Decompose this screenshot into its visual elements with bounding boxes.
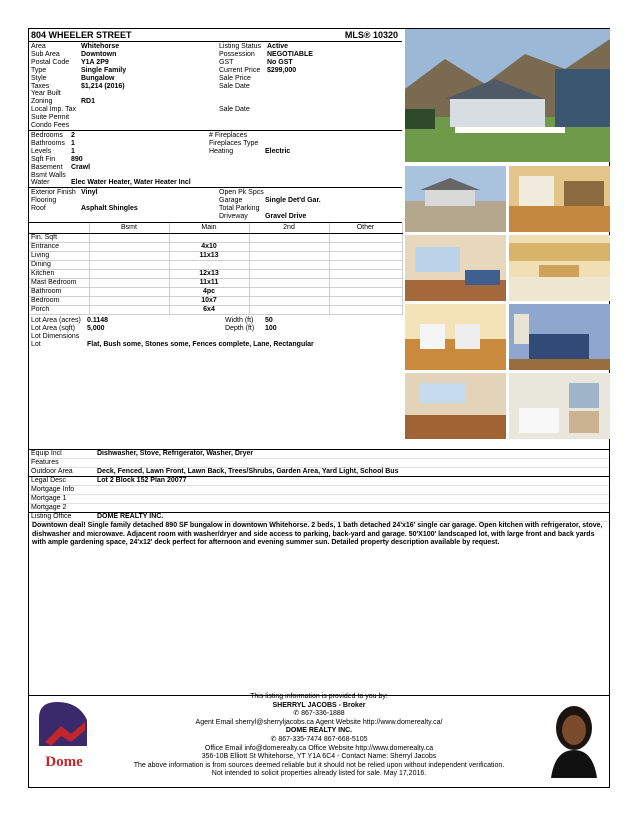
room-dimension: [329, 297, 402, 306]
field-value: 100: [265, 325, 277, 332]
field-label: Mortgage Info: [31, 486, 75, 493]
bedroom-photo-2[interactable]: [405, 373, 506, 439]
room-dimension: 12x13: [169, 270, 249, 279]
room-info-row-right: [29, 132, 402, 140]
room-info-row-right: [29, 140, 402, 148]
exterior-info: [29, 188, 402, 223]
room-dimension: [89, 279, 169, 288]
room-dimension: [249, 306, 329, 315]
lot-description-row: [29, 341, 402, 349]
field-value: Single Det'd Gar.: [265, 196, 321, 204]
column-header: Other: [329, 223, 402, 234]
agent-footer: [28, 692, 610, 788]
additional-info-row: [29, 450, 609, 459]
additional-info-row: [29, 513, 609, 522]
exterior-row-right: [29, 189, 402, 197]
field-label: Equip Incl: [31, 450, 62, 457]
table-header-row: [29, 223, 402, 234]
room-dimension: 6x4: [169, 306, 249, 315]
field-value: Active: [267, 43, 289, 50]
room-dimension: [329, 243, 402, 252]
phone-icon: ✆: [293, 710, 300, 718]
room-dimension: [329, 270, 402, 279]
field-value: RD1: [81, 98, 96, 106]
exterior-row-right: [29, 213, 402, 221]
field-label: Features: [31, 459, 59, 466]
exterior-row-right: [29, 205, 402, 213]
field-label: Local Imp. Tax: [31, 106, 77, 114]
room-dimension: [249, 279, 329, 288]
field-label: Sale Date: [219, 82, 250, 90]
table-row: [29, 261, 402, 270]
info-row-right: [29, 90, 402, 98]
field-value: Whitehorse: [81, 43, 120, 50]
room-dimensions-table: [29, 223, 403, 315]
logo-text: Dome: [45, 754, 83, 770]
room-dimension: [169, 234, 249, 243]
info-row-left: [29, 114, 402, 122]
room-dimension: [329, 252, 402, 261]
field-value: $299,000: [267, 66, 297, 74]
laundry-room-photo[interactable]: [405, 304, 506, 370]
field-value: Asphalt Shingles: [81, 204, 138, 212]
room-dimension: [249, 288, 329, 297]
room-dimension: [249, 234, 329, 243]
field-value: 50: [265, 317, 273, 324]
additional-info-row: [29, 477, 609, 486]
field-value: NEGOTIABLE: [267, 50, 313, 58]
room-dimension: [89, 306, 169, 315]
office-email-website[interactable]: Office Email info@domerealty.ca Office Website http://www.domerealty.ca: [204, 744, 434, 752]
room-name: Fin. Sqft: [29, 234, 89, 243]
office-name: DOME REALTY INC.: [285, 727, 353, 735]
field-value: Electric: [265, 147, 291, 155]
room-name: Entrance: [29, 243, 89, 252]
bedroom-photo-1[interactable]: [509, 304, 610, 370]
table-row: [29, 234, 402, 243]
listing-details: [29, 29, 402, 347]
column-header: [29, 223, 89, 234]
field-value: DOME REALTY INC.: [97, 513, 164, 520]
agent-name: SHERRYL JACOBS - Broker: [272, 701, 366, 709]
room-dimension: 4pc: [169, 288, 249, 297]
field-value: 1: [71, 139, 75, 147]
field-label: Total Parking: [219, 204, 260, 212]
room-dimension: 11x13: [169, 252, 249, 261]
field-label: Garage: [219, 196, 243, 204]
mls-number: MLS® 10320: [344, 30, 398, 40]
dome-logo: [35, 698, 93, 772]
room-dimension: [89, 288, 169, 297]
room-name: Dining: [29, 261, 89, 270]
lot-dimensions-row: [29, 333, 402, 341]
room-info: [29, 131, 402, 188]
field-value: Elec Water Heater, Water Heater Incl: [71, 179, 191, 187]
room-dimension: [89, 243, 169, 252]
room-info-row-left: [29, 164, 402, 172]
agent-email-website[interactable]: Agent Email sherryl@sherryljacobs.ca Agent Website http://www.domerealty.ca/: [195, 718, 443, 726]
phone-icon: ✆: [270, 735, 277, 743]
additional-info-row: [29, 459, 609, 468]
room-dimension: [249, 243, 329, 252]
lot-info: [29, 315, 402, 347]
room-dimension: [329, 288, 402, 297]
info-row-right: [29, 59, 402, 67]
field-label: Fireplaces Type: [209, 139, 259, 147]
agent-phone: [29, 710, 609, 719]
field-label: Listing Status: [219, 43, 262, 50]
room-name: Porch: [29, 306, 89, 315]
footer-line-1: This listing information is provided to you by:: [250, 693, 388, 700]
info-row-left: [29, 122, 402, 130]
room-dimension: 10x7: [169, 297, 249, 306]
field-label: Outdoor Area: [31, 468, 73, 475]
lot-depth-row: [29, 325, 402, 333]
additional-info-row: [29, 495, 609, 504]
field-value: Single Family: [81, 66, 127, 74]
field-label: Width (ft): [225, 317, 254, 324]
disclaimer-2: Not intended to solicit properties already listed for sale. May 17,2016.: [211, 770, 427, 778]
table-row: [29, 288, 402, 297]
field-value: Y1A 2P9: [81, 58, 109, 66]
field-label: Open Pk Spcs: [219, 189, 264, 196]
field-label: Sale Price: [219, 74, 251, 82]
agent-phone-number[interactable]: 867-336-1888: [301, 710, 345, 718]
room-dimension: [249, 297, 329, 306]
field-label: Legal Desc: [31, 477, 67, 484]
info-row-right: [29, 67, 402, 75]
living-room-photo[interactable]: [405, 235, 506, 301]
room-dimension: [249, 261, 329, 270]
bathroom-photo[interactable]: [509, 373, 610, 439]
listing-sheet: [28, 28, 610, 696]
field-value: Bungalow: [81, 74, 115, 82]
field-label: Zoning: [31, 98, 53, 106]
kitchen-photo-2[interactable]: [509, 235, 610, 301]
garage-photo[interactable]: [405, 166, 506, 232]
room-name: Bedroom: [29, 297, 89, 306]
field-label: Postal Code: [31, 58, 70, 66]
room-dimension: [329, 234, 402, 243]
field-value: Gravel Drive: [265, 212, 307, 220]
room-info-row-left: [29, 156, 402, 164]
field-value: Vinyl: [81, 189, 98, 196]
field-label: Year Built: [31, 90, 61, 98]
room-dimension: [329, 306, 402, 315]
field-label: Suite Permit: [31, 114, 70, 122]
public-remarks: Downtown deal! Single family detached 890 SF bungalow in downtown Whitehorse. 2 beds, 1 bath detached 24'x16' single car garage. Open kitchen with refrigerator, stove, dishwasher and microwave. Adjacent room with washer/dryer and side access to parking, back-yard and garage. 50'X100' landscaped lot, with large front and back yards with ample gardening space, 24'x12' deck perfect for afternoon and evening summer sun. Detailed property description available by request.: [32, 522, 603, 546]
field-label: Lot Dimensions: [31, 333, 80, 340]
field-value: No GST: [267, 58, 293, 66]
additional-info-row: [29, 504, 609, 513]
field-value: Crawl: [71, 163, 91, 171]
agent-photo: [545, 698, 603, 778]
field-label: Roof: [31, 204, 46, 212]
room-dimension: [89, 297, 169, 306]
room-info-row-left: [29, 172, 402, 180]
field-label: # Fireplaces: [209, 132, 248, 139]
room-dimension: [89, 234, 169, 243]
field-label: Levels: [31, 147, 52, 155]
room-name: Mast Bedroom: [29, 279, 89, 288]
table-row: [29, 270, 402, 279]
info-row-right: [29, 75, 402, 83]
field-label: Taxes: [31, 82, 50, 90]
room-dimension: [89, 261, 169, 270]
info-row-right: [29, 98, 402, 106]
info-row-right: [29, 83, 402, 91]
field-label: Possession: [219, 50, 255, 58]
column-header: Bsmt: [89, 223, 169, 234]
exterior-row-right: [29, 197, 402, 205]
field-label: Sub Area: [31, 50, 60, 58]
room-dimension: [249, 252, 329, 261]
office-phone-numbers[interactable]: 867-335-7474 867-668-5105: [278, 735, 368, 743]
disclaimer-1: The above information is from sources deemed reliable but it should not be relied upon without independent verification.: [133, 761, 505, 769]
field-value: 1: [71, 147, 75, 155]
field-value: 0.1148: [87, 317, 109, 324]
room-dimension: 11x11: [169, 279, 249, 288]
office-address: 356-10B Elliott St Whitehorse, YT Y1A 6C4 - Contact Name: Sherryl Jacobs: [201, 753, 437, 761]
room-dimension: 4x10: [169, 243, 249, 252]
field-label: Current Price: [219, 66, 261, 74]
field-label: Heating: [209, 147, 234, 155]
info-row-right: [29, 51, 402, 59]
room-dimension: [89, 252, 169, 261]
field-label: Condo Fees: [31, 122, 70, 129]
kitchen-photo-1[interactable]: [509, 166, 610, 232]
field-value: Lot 2 Block 152 Plan 20077: [97, 477, 187, 484]
listing-header: [29, 29, 402, 42]
field-label: Depth (ft): [225, 325, 255, 332]
field-label: Mortgage 2: [31, 504, 67, 511]
room-name: Kitchen: [29, 270, 89, 279]
house-exterior-photo[interactable]: [405, 29, 610, 162]
field-value: 890: [71, 155, 83, 163]
additional-info: [29, 449, 609, 522]
room-name: Bathroom: [29, 288, 89, 297]
field-label: Style: [31, 74, 47, 82]
field-label: Lot Area (sqft): [31, 325, 75, 332]
additional-info-row: [29, 486, 609, 495]
office-phones: [29, 736, 609, 745]
field-value: Dishwasher, Stove, Refrigerator, Washer, Dryer: [97, 450, 254, 457]
field-label: Bedrooms: [31, 132, 63, 139]
room-dimension: [89, 270, 169, 279]
field-label: Driveway: [219, 212, 248, 220]
table-row: [29, 243, 402, 252]
table-row: [29, 252, 402, 261]
field-label: Sale Date: [219, 106, 250, 114]
info-row-right: [29, 106, 402, 114]
field-label: Water: [31, 179, 50, 187]
room-dimension: [249, 270, 329, 279]
field-value: Deck, Fenced, Lawn Front, Lawn Back, Trees/Shrubs, Garden Area, Yard Light, School Bus: [97, 468, 399, 475]
table-row: [29, 279, 402, 288]
field-label: Bsmt Walls: [31, 171, 66, 179]
field-label: Bathrooms: [31, 139, 65, 147]
field-value: 5,000: [87, 325, 105, 332]
field-label: GST: [219, 58, 234, 66]
field-label: Sqft Fin: [31, 155, 56, 163]
info-row-right: [29, 43, 402, 51]
address: 804 WHEELER STREET: [31, 30, 132, 40]
field-value: Flat, Bush some, Stones some, Fences complete, Lane, Rectangular: [87, 341, 314, 348]
field-value: $1,214 (2016): [81, 82, 125, 90]
room-info-row-left: [29, 179, 402, 187]
field-label: Basement: [31, 163, 63, 171]
field-label: Exterior Finish: [31, 189, 76, 196]
room-dimension: [329, 261, 402, 270]
field-label: Type: [31, 66, 47, 74]
field-label: Flooring: [31, 196, 57, 204]
column-header: Main: [169, 223, 249, 234]
field-label: Area: [31, 43, 46, 50]
general-info: [29, 42, 402, 131]
field-label: Mortgage 1: [31, 495, 67, 502]
room-name: Living: [29, 252, 89, 261]
table-row: [29, 297, 402, 306]
field-label: Listing Office: [31, 513, 72, 520]
room-dimension: [329, 279, 402, 288]
additional-info-row: [29, 468, 609, 477]
table-row: [29, 306, 402, 315]
column-header: 2nd: [249, 223, 329, 234]
room-dimension: [169, 261, 249, 270]
lot-width-row: [29, 317, 402, 325]
field-value: Downtown: [81, 50, 117, 58]
room-info-row-right: [29, 148, 402, 156]
field-label: Lot: [31, 341, 41, 348]
field-label: Lot Area (acres): [31, 317, 81, 324]
field-value: 2: [71, 132, 75, 139]
